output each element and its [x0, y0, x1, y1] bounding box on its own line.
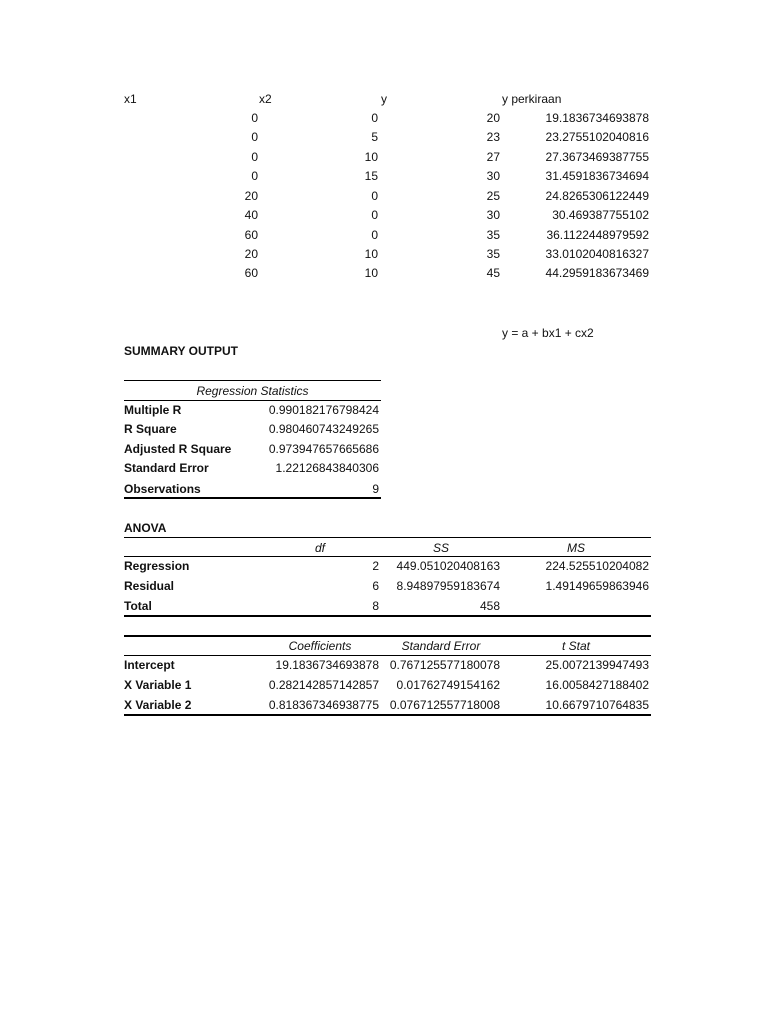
- table-rule: [124, 714, 651, 716]
- regression-statistics-title: Regression Statistics: [196, 384, 309, 398]
- anova-header-df: df: [314, 541, 325, 555]
- cell-x1: 0: [251, 111, 258, 125]
- table-row: [0, 169, 768, 183]
- anova-df: 8: [372, 599, 379, 613]
- stat-value: 1.22126843840306: [275, 461, 379, 475]
- table-row: [0, 111, 768, 125]
- cell-y-perkiraan: 19.1836734693878: [545, 111, 649, 125]
- cell-y: 20: [486, 111, 500, 125]
- table-row: [0, 579, 768, 593]
- table-row: [0, 208, 768, 222]
- anova-title: ANOVA: [124, 521, 167, 535]
- table-row: [0, 442, 768, 456]
- cell-x2: 10: [364, 266, 378, 280]
- cell-y: 25: [486, 189, 500, 203]
- coef-label: X Variable 2: [124, 698, 192, 712]
- table-row: [0, 658, 768, 672]
- table-row: [0, 228, 768, 242]
- cell-x2: 0: [371, 189, 378, 203]
- anova-ss: 458: [479, 599, 500, 613]
- table-row: [0, 482, 768, 496]
- cell-x2: 10: [364, 247, 378, 261]
- cell-x2: 15: [364, 169, 378, 183]
- anova-df: 6: [372, 579, 379, 593]
- table-row: [0, 266, 768, 280]
- stat-label: Standard Error: [124, 461, 209, 475]
- header-x2: x2: [259, 92, 272, 106]
- cell-x2: 5: [371, 130, 378, 144]
- cell-y: 30: [486, 169, 500, 183]
- cell-x1: 0: [251, 130, 258, 144]
- cell-y: 45: [486, 266, 500, 280]
- table-row: [0, 130, 768, 144]
- cell-y-perkiraan: 36.1122448979592: [546, 228, 649, 242]
- coef-value: 0.818367346938775: [268, 698, 379, 712]
- table-row: [0, 422, 768, 436]
- table-rule: [124, 497, 381, 499]
- cell-x1: 20: [244, 247, 258, 261]
- anova-ss: 8.94897959183674: [396, 579, 500, 593]
- table-row: [0, 698, 768, 712]
- coef-header-t-stat: t Stat: [561, 639, 590, 653]
- cell-x2: 0: [371, 228, 378, 242]
- table-rule: [124, 537, 651, 538]
- cell-y-perkiraan: 33.0102040816327: [545, 247, 649, 261]
- anova-ss: 449.051020408163: [396, 559, 500, 573]
- table-rule: [124, 556, 651, 557]
- stat-label: Multiple R: [124, 403, 182, 417]
- cell-x1: 20: [244, 189, 258, 203]
- anova-label: Total: [124, 599, 152, 613]
- table-row: [0, 678, 768, 692]
- cell-y: 27: [486, 150, 500, 164]
- stat-label: R Square: [124, 422, 177, 436]
- table-rule: [124, 655, 651, 656]
- cell-y: 35: [486, 247, 500, 261]
- coef-label: X Variable 1: [124, 678, 192, 692]
- coef-header-coefficients: Coefficients: [288, 639, 352, 653]
- coef-t-stat: 10.6679710764835: [545, 698, 649, 712]
- cell-x2: 0: [371, 111, 378, 125]
- cell-y: 30: [486, 208, 500, 222]
- coef-value: 0.282142857142857: [268, 678, 379, 692]
- cell-x2: 10: [364, 150, 378, 164]
- cell-y: 35: [486, 228, 500, 242]
- cell-x1: 0: [251, 150, 258, 164]
- coef-standard-error: 0.076712557718008: [389, 698, 500, 712]
- table-row: [0, 150, 768, 164]
- stat-value: 0.990182176798424: [268, 403, 379, 417]
- header-y: y: [381, 92, 387, 106]
- cell-x1: 0: [251, 169, 258, 183]
- anova-header-ss: SS: [432, 541, 449, 555]
- stat-label: Adjusted R Square: [124, 442, 232, 456]
- cell-y: 23: [486, 130, 500, 144]
- cell-y-perkiraan: 24.8265306122449: [545, 189, 649, 203]
- data-table-header: [0, 92, 768, 106]
- anova-ms: 224.525510204082: [545, 559, 649, 573]
- anova-header-ms: MS: [567, 541, 585, 555]
- table-rule: [124, 380, 381, 381]
- table-rule: [124, 400, 381, 401]
- anova-label: Residual: [124, 579, 175, 593]
- cell-x2: 0: [371, 208, 378, 222]
- anova-ms: 1.49149659863946: [545, 579, 649, 593]
- table-row: [0, 247, 768, 261]
- table-row: [0, 189, 768, 203]
- table-row: [0, 403, 768, 417]
- table-row: [0, 461, 768, 475]
- stat-value: 0.980460743249265: [268, 422, 379, 436]
- header-x1: x1: [124, 92, 137, 106]
- cell-y-perkiraan: 23.2755102040816: [545, 130, 649, 144]
- coef-standard-error: 0.01762749154162: [396, 678, 500, 692]
- stat-value: 0.973947657665686: [268, 442, 379, 456]
- anova-label: Regression: [124, 559, 190, 573]
- coef-header-standard-error: Standard Error: [401, 639, 481, 653]
- cell-x1: 60: [244, 266, 258, 280]
- stat-value: 9: [372, 482, 379, 496]
- cell-y-perkiraan: 30.469387755102: [552, 208, 649, 222]
- header-y-perkiraan: y perkiraan: [502, 92, 562, 106]
- coef-t-stat: 16.0058427188402: [545, 678, 649, 692]
- cell-x1: 40: [244, 208, 258, 222]
- table-row: [0, 559, 768, 573]
- coef-value: 19.1836734693878: [275, 658, 379, 672]
- table-rule: [124, 635, 651, 637]
- summary-output-title: SUMMARY OUTPUT: [124, 344, 238, 358]
- stat-label: Observations: [124, 482, 201, 496]
- coef-t-stat: 25.0072139947493: [545, 658, 649, 672]
- cell-x1: 60: [244, 228, 258, 242]
- table-row: [0, 599, 768, 613]
- cell-y-perkiraan: 31.4591836734694: [545, 169, 649, 183]
- regression-equation: y = a + bx1 + cx2: [502, 326, 594, 340]
- anova-df: 2: [372, 559, 379, 573]
- cell-y-perkiraan: 44.2959183673469: [545, 266, 649, 280]
- coef-label: Intercept: [124, 658, 175, 672]
- coef-standard-error: 0.767125577180078: [389, 658, 500, 672]
- table-rule: [124, 615, 651, 617]
- cell-y-perkiraan: 27.3673469387755: [545, 150, 649, 164]
